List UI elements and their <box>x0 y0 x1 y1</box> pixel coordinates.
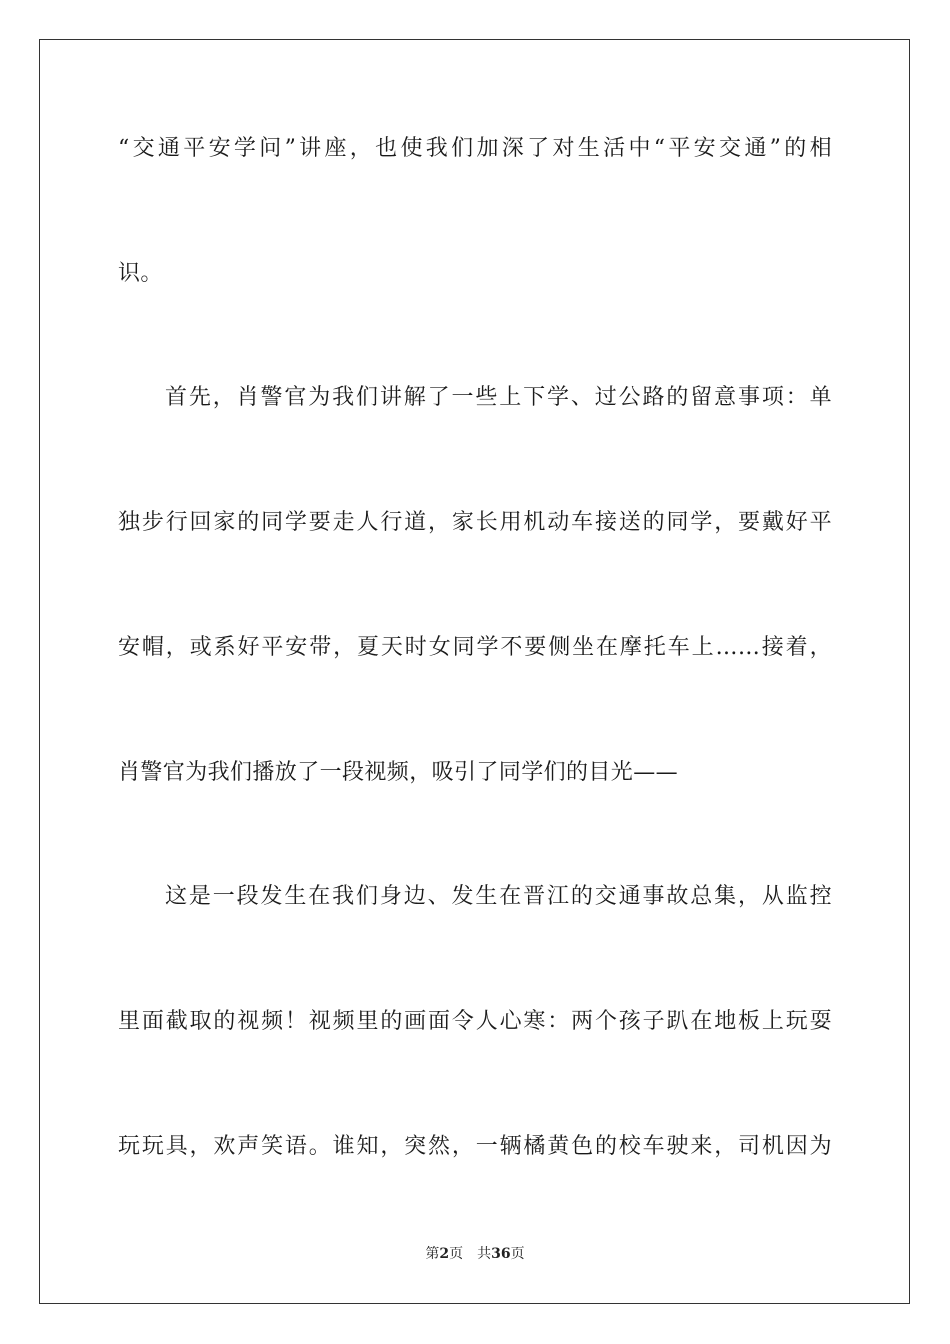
text-line-8: 里面截取的视频！视频里的画面令人心寒：两个孩子趴在地板上玩耍 <box>118 1009 832 1034</box>
text-line-9: 玩玩具，欢声笑语。谁知，突然，一辆橘黄色的校车驶来，司机因为 <box>118 1134 832 1159</box>
footer-page-number: 2 <box>439 1246 450 1262</box>
footer-total-suffix: 页 <box>510 1246 525 1262</box>
text-line-4: 独步行回家的同学要走人行道，家长用机动车接送的同学，要戴好平 <box>118 510 832 535</box>
text-line-1: “交通平安学问”讲座，也使我们加深了对生活中“平安交通”的相 <box>118 136 832 161</box>
footer-total-pages: 36 <box>491 1246 511 1262</box>
text-line-7: 这是一段发生在我们身边、发生在晋江的交通事故总集，从监控 <box>165 884 832 909</box>
text-line-2: 识。 <box>118 261 163 286</box>
footer-page-suffix: 页 <box>449 1246 464 1262</box>
text-line-3: 首先，肖警官为我们讲解了一些上下学、过公路的留意事项：单 <box>165 385 832 410</box>
footer-page-prefix: 第 <box>425 1246 440 1262</box>
text-line-6: 肖警官为我们播放了一段视频，吸引了同学们的目光—— <box>118 760 679 785</box>
footer-total-prefix: 共 <box>477 1246 492 1262</box>
page-footer <box>0 1244 950 1264</box>
text-line-5: 安帽，或系好平安带，夏天时女同学不要侧坐在摩托车上……接着， <box>118 635 832 660</box>
page-border <box>39 39 910 1304</box>
